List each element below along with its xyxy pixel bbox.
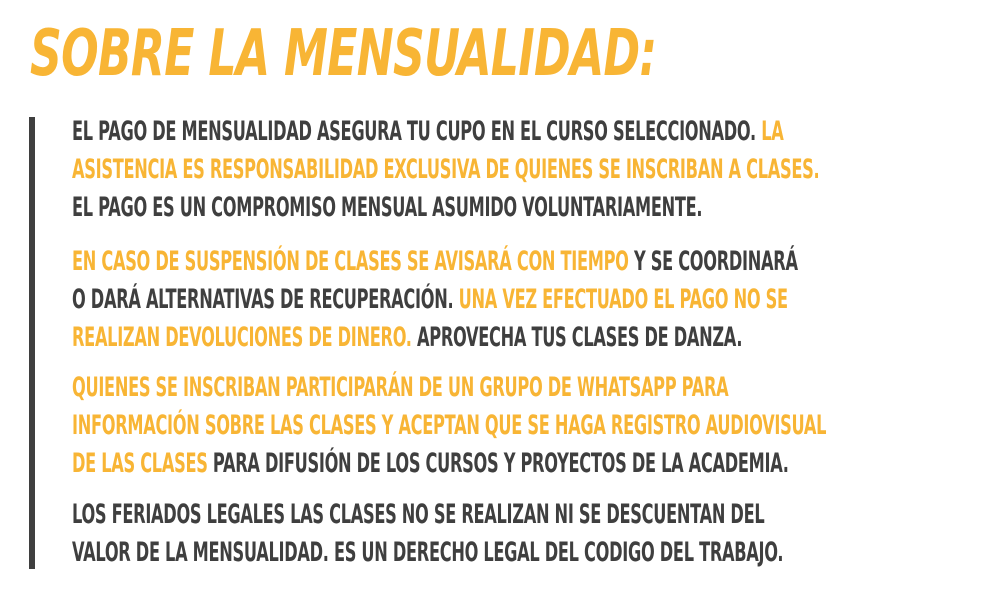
paragraph-payment: [72, 113, 1004, 227]
page-title: SOBRE LA MENSUALIDAD:: [30, 17, 657, 91]
paragraph-line: [72, 319, 798, 357]
text-segment: EL PAGO DE MENSUALIDAD ASEGURA TU CUPO EN EL CURSO SELECCIONADO.: [72, 116, 762, 147]
paragraph-holidays: [72, 496, 1004, 572]
paragraph-line: [72, 113, 819, 151]
paragraph-whatsapp: [72, 369, 1004, 483]
highlight-segment: LA: [761, 116, 784, 147]
paragraph-line: [72, 369, 826, 407]
vertical-divider: [29, 117, 35, 569]
highlight-segment: INFORMACIÓN SOBRE LAS CLASES Y ACEPTAN QUE SE HAGA REGISTRO AUDIOVISUAL: [72, 410, 827, 441]
text-segment: PARA DIFUSIÓN DE LOS CURSOS Y PROYECTOS DE LA ACADEMIA.: [207, 448, 789, 479]
text-segment: LOS FERIADOS LEGALES LAS CLASES NO SE REALIZAN NI SE DESCUENTAN DEL: [72, 499, 765, 530]
highlight-segment: ASISTENCIA ES RESPONSABILIDAD EXCLUSIVA DE QUIENES SE INSCRIBAN A CLASES.: [72, 154, 820, 185]
highlight-segment: DE LAS CLASES: [72, 448, 208, 479]
paragraph-line: [72, 189, 819, 227]
text-segment: VALOR DE LA MENSUALIDAD. ES UN DERECHO LEGAL DEL CODIGO DEL TRABAJO.: [72, 537, 784, 568]
paragraph-line: [72, 445, 826, 483]
text-segment: APROVECHA TUS CLASES DE DANZA.: [411, 322, 743, 353]
text-segment: EL PAGO ES UN COMPROMISO MENSUAL ASUMIDO VOLUNTARIAMENTE.: [72, 192, 703, 223]
text-segment: O DARÁ ALTERNATIVAS DE RECUPERACIÓN.: [72, 284, 459, 315]
highlight-segment: EN CASO DE SUSPENSIÓN DE CLASES SE AVISARÁ CON TIEMPO: [72, 246, 629, 277]
highlight-segment: REALIZAN DEVOLUCIONES DE DINERO.: [72, 322, 412, 353]
paragraph-line: [72, 151, 819, 189]
paragraph-suspension: [72, 243, 1004, 357]
highlight-segment: QUIENES SE INSCRIBAN PARTICIPARÁN DE UN GRUPO DE WHATSAPP PARA: [72, 372, 729, 403]
paragraph-line: [72, 243, 798, 281]
text-segment: Y SE COORDINARÁ: [628, 246, 798, 277]
highlight-segment: UNA VEZ EFECTUADO EL PAGO NO SE: [458, 284, 788, 315]
paragraph-line: [72, 496, 783, 534]
paragraph-line: [72, 534, 783, 572]
paragraph-line: [72, 407, 826, 445]
paragraph-line: [72, 281, 798, 319]
